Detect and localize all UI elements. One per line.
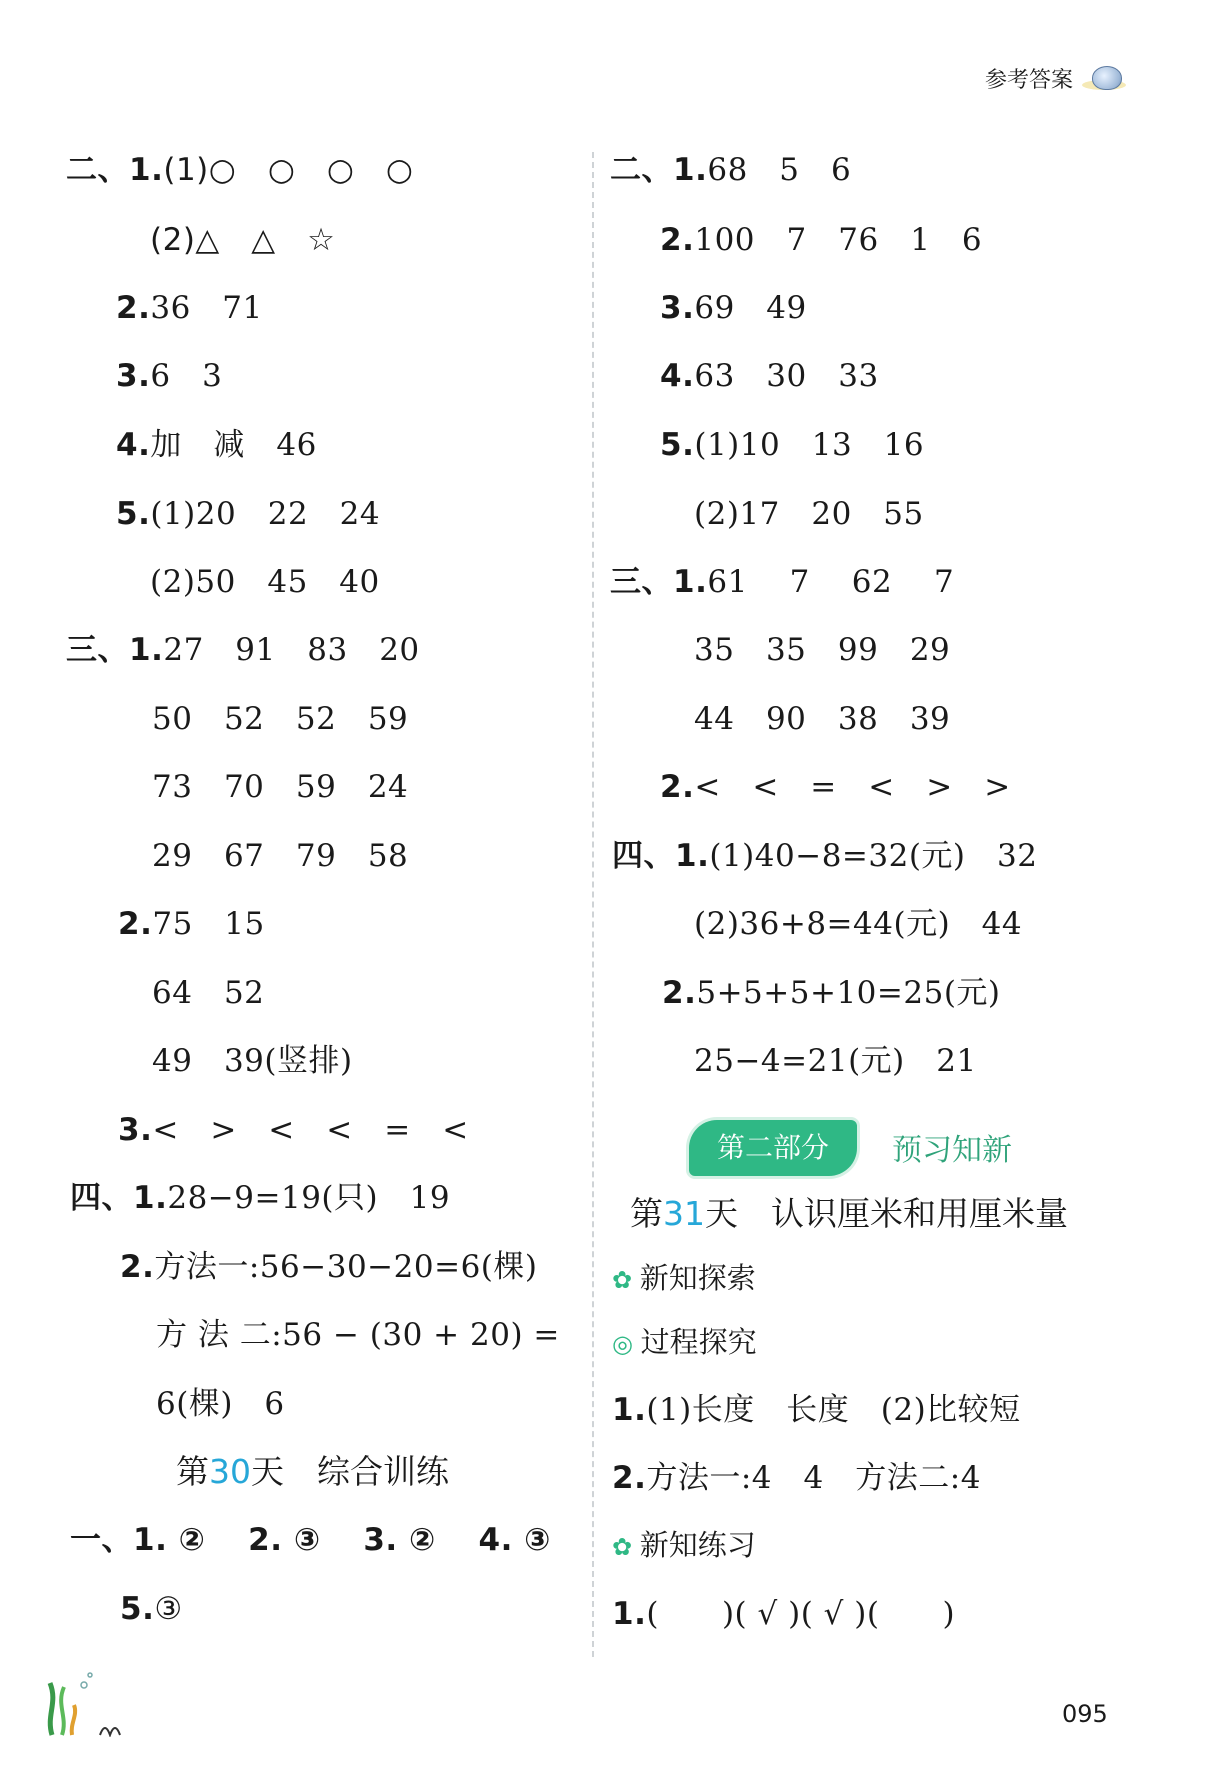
header-answer-tag: 参考答案 [985,68,1074,93]
right-line-15: 1.(1)长度 长度 (2)比较短 [612,1392,1021,1428]
right-line-16: 2.方法一:4 4 方法二:4 [612,1460,981,1496]
left-line-21: 5.③ [120,1591,183,1627]
page-number: 095 [1062,1700,1108,1728]
circle-icon: ◎ [612,1330,641,1358]
right-line-8: 35 35 99 29 [694,632,951,668]
left-line-15: 3.< > < < = < [118,1112,469,1148]
right-line-1: 二、1.68 5 6 [610,152,852,188]
right-line-12: (2)36+8=44(元) 44 [694,906,1023,942]
right-line-9: 44 90 38 39 [694,701,951,737]
section-subtitle: 预习知新 [892,1133,1012,1168]
right-line-11: 四、1.(1)40−8=32(元) 32 [612,838,1038,874]
right-line-14: 25−4=21(元) 21 [694,1043,977,1079]
left-line-6: 5.(1)20 22 24 [116,496,381,532]
right-line-10: 2.< < = < > > [660,769,1011,805]
left-line-9: 50 52 52 59 [152,701,409,737]
right-line-13: 2.5+5+5+10=25(元) [662,975,1001,1011]
right-line-5: 5.(1)10 13 16 [660,427,925,463]
right-line-4: 4.63 30 33 [660,358,879,394]
left-line-3: 2.36 71 [116,290,263,326]
left-line-8: 三、1.27 91 83 20 [66,632,420,668]
left-line-4: 3.6 3 [116,358,223,394]
left-line-14: 49 39(竖排) [152,1043,353,1079]
left-line-7: (2)50 45 40 [150,564,380,600]
left-line-1: 二、1.(1)○ ○ ○ ○ [66,152,414,188]
right-line-7: 三、1.61 7 62 7 [610,564,955,600]
seaweed-icon [40,1665,130,1737]
star-icon: ✿ [612,1533,640,1561]
left-line-12: 2.75 15 [118,906,265,942]
left-line-17: 2.方法一:56−30−20=6(棵) [120,1249,538,1285]
left-line-16: 四、1.28−9=19(只) 19 [70,1180,451,1216]
star-icon: ✿ [612,1266,640,1294]
day-31-title: 第31天 认识厘米和用厘米量 [630,1194,1068,1233]
left-line-2: (2)△ △ ☆ [150,222,336,258]
column-divider [592,152,594,1657]
heading-new-knowledge: ✿ 新知探索 [612,1261,756,1295]
section-tag: 第二部分 [689,1120,857,1176]
left-line-5: 4.加 减 46 [116,427,317,463]
day-30-title: 第30天 综合训练 [176,1452,449,1491]
right-line-2: 2.100 7 76 1 6 [660,222,983,258]
shell-icon [1092,66,1122,90]
left-line-20: 一、1. ② 2. ③ 3. ② 4. ③ [70,1522,551,1558]
left-line-13: 64 52 [152,975,265,1011]
left-line-18: 方 法 二:56 − (30 + 20) = [156,1317,560,1353]
heading-practice: ✿ 新知练习 [612,1528,756,1562]
right-line-6: (2)17 20 55 [694,496,924,532]
right-line-17: 1.( )( √ )( √ )( ) [612,1596,956,1632]
left-line-10: 73 70 59 24 [152,769,409,805]
right-line-3: 3.69 49 [660,290,807,326]
left-line-11: 29 67 79 58 [152,838,409,874]
left-line-19: 6(棵) 6 [156,1386,285,1422]
heading-process: ◎ 过程探究 [612,1325,757,1359]
